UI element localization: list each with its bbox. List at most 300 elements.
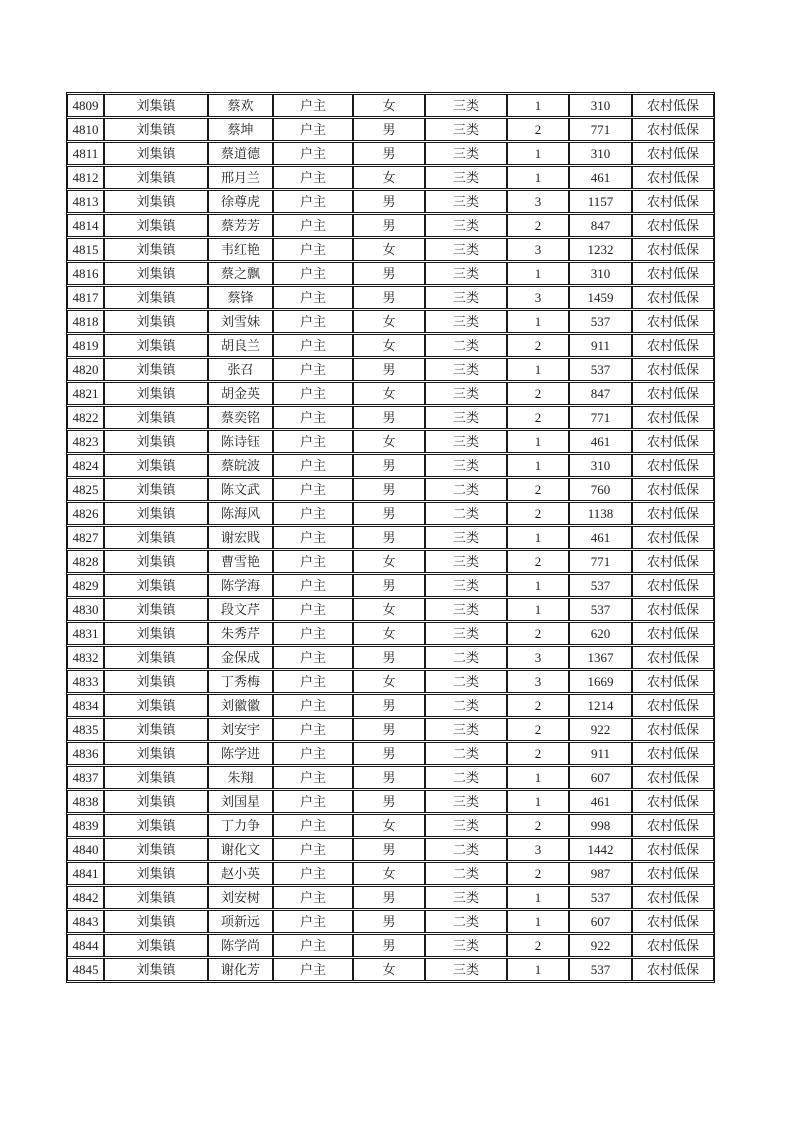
cell-gender: 男 <box>353 214 425 237</box>
cell-relation: 户主 <box>273 550 353 573</box>
cell-serial-number: 4826 <box>67 502 104 525</box>
cell-serial-number: 4843 <box>67 910 104 933</box>
cell-town: 刘集镇 <box>104 286 208 309</box>
cell-serial-number: 4828 <box>67 550 104 573</box>
cell-category: 三类 <box>425 454 507 477</box>
cell-town: 刘集镇 <box>104 550 208 573</box>
cell-town: 刘集镇 <box>104 238 208 261</box>
table-row <box>67 214 714 237</box>
table-row <box>67 718 714 741</box>
cell-town: 刘集镇 <box>104 262 208 285</box>
cell-serial-number: 4822 <box>67 406 104 429</box>
cell-category: 三类 <box>425 934 507 957</box>
cell-person-count: 1 <box>507 526 569 549</box>
cell-person-count: 2 <box>507 814 569 837</box>
cell-name: 谢化文 <box>208 838 273 861</box>
cell-serial-number: 4820 <box>67 358 104 381</box>
cell-person-count: 1 <box>507 454 569 477</box>
cell-relation: 户主 <box>273 454 353 477</box>
cell-name: 陈学进 <box>208 742 273 765</box>
table-row <box>67 598 714 621</box>
cell-relation: 户主 <box>273 790 353 813</box>
table-row <box>67 118 714 141</box>
cell-town: 刘集镇 <box>104 718 208 741</box>
cell-gender: 男 <box>353 190 425 213</box>
cell-town: 刘集镇 <box>104 334 208 357</box>
table-row <box>67 550 714 573</box>
cell-gender: 男 <box>353 742 425 765</box>
cell-amount: 537 <box>569 958 632 981</box>
cell-gender: 女 <box>353 622 425 645</box>
cell-assistance-type: 农村低保 <box>632 814 714 837</box>
cell-category: 二类 <box>425 334 507 357</box>
cell-assistance-type: 农村低保 <box>632 286 714 309</box>
cell-gender: 女 <box>353 430 425 453</box>
cell-assistance-type: 农村低保 <box>632 598 714 621</box>
cell-person-count: 2 <box>507 742 569 765</box>
cell-assistance-type: 农村低保 <box>632 358 714 381</box>
cell-serial-number: 4833 <box>67 670 104 693</box>
table-row <box>67 310 714 333</box>
cell-gender: 男 <box>353 286 425 309</box>
cell-relation: 户主 <box>273 910 353 933</box>
cell-gender: 女 <box>353 958 425 981</box>
cell-assistance-type: 农村低保 <box>632 454 714 477</box>
cell-serial-number: 4815 <box>67 238 104 261</box>
cell-relation: 户主 <box>273 430 353 453</box>
table-row <box>67 814 714 837</box>
cell-serial-number: 4821 <box>67 382 104 405</box>
cell-serial-number: 4827 <box>67 526 104 549</box>
cell-amount: 537 <box>569 310 632 333</box>
table-row <box>67 166 714 189</box>
cell-gender: 女 <box>353 814 425 837</box>
cell-person-count: 2 <box>507 862 569 885</box>
cell-gender: 女 <box>353 550 425 573</box>
cell-name: 蔡芳芳 <box>208 214 273 237</box>
cell-name: 朱翔 <box>208 766 273 789</box>
cell-relation: 户主 <box>273 94 353 117</box>
cell-town: 刘集镇 <box>104 694 208 717</box>
table-row <box>67 886 714 909</box>
table-row <box>67 934 714 957</box>
cell-amount: 310 <box>569 454 632 477</box>
table-row <box>67 670 714 693</box>
cell-relation: 户主 <box>273 142 353 165</box>
cell-gender: 男 <box>353 454 425 477</box>
cell-amount: 537 <box>569 358 632 381</box>
cell-name: 刘国星 <box>208 790 273 813</box>
cell-serial-number: 4830 <box>67 598 104 621</box>
table-row <box>67 502 714 525</box>
cell-town: 刘集镇 <box>104 742 208 765</box>
cell-relation: 户主 <box>273 934 353 957</box>
cell-category: 二类 <box>425 910 507 933</box>
cell-name: 陈海风 <box>208 502 273 525</box>
cell-person-count: 2 <box>507 934 569 957</box>
cell-relation: 户主 <box>273 190 353 213</box>
cell-relation: 户主 <box>273 694 353 717</box>
cell-town: 刘集镇 <box>104 430 208 453</box>
cell-gender: 女 <box>353 382 425 405</box>
cell-assistance-type: 农村低保 <box>632 934 714 957</box>
cell-category: 二类 <box>425 766 507 789</box>
cell-assistance-type: 农村低保 <box>632 718 714 741</box>
cell-name: 项新远 <box>208 910 273 933</box>
cell-name: 蔡道德 <box>208 142 273 165</box>
cell-category: 三类 <box>425 718 507 741</box>
cell-name: 丁力争 <box>208 814 273 837</box>
cell-person-count: 2 <box>507 214 569 237</box>
cell-town: 刘集镇 <box>104 790 208 813</box>
cell-town: 刘集镇 <box>104 382 208 405</box>
cell-name: 刘安宇 <box>208 718 273 741</box>
cell-serial-number: 4841 <box>67 862 104 885</box>
cell-amount: 310 <box>569 142 632 165</box>
cell-town: 刘集镇 <box>104 646 208 669</box>
cell-relation: 户主 <box>273 646 353 669</box>
cell-serial-number: 4832 <box>67 646 104 669</box>
cell-relation: 户主 <box>273 838 353 861</box>
cell-serial-number: 4844 <box>67 934 104 957</box>
cell-relation: 户主 <box>273 598 353 621</box>
cell-amount: 771 <box>569 406 632 429</box>
cell-relation: 户主 <box>273 622 353 645</box>
cell-town: 刘集镇 <box>104 502 208 525</box>
cell-assistance-type: 农村低保 <box>632 142 714 165</box>
cell-amount: 922 <box>569 934 632 957</box>
cell-town: 刘集镇 <box>104 598 208 621</box>
cell-amount: 847 <box>569 382 632 405</box>
cell-assistance-type: 农村低保 <box>632 694 714 717</box>
cell-person-count: 1 <box>507 430 569 453</box>
cell-name: 刘安树 <box>208 886 273 909</box>
cell-serial-number: 4831 <box>67 622 104 645</box>
table-row <box>67 478 714 501</box>
cell-serial-number: 4809 <box>67 94 104 117</box>
table-row <box>67 742 714 765</box>
table-row <box>67 238 714 261</box>
cell-gender: 女 <box>353 670 425 693</box>
cell-town: 刘集镇 <box>104 670 208 693</box>
cell-amount: 310 <box>569 94 632 117</box>
cell-gender: 男 <box>353 910 425 933</box>
cell-amount: 911 <box>569 742 632 765</box>
cell-person-count: 3 <box>507 286 569 309</box>
table-row <box>67 694 714 717</box>
cell-amount: 620 <box>569 622 632 645</box>
cell-assistance-type: 农村低保 <box>632 94 714 117</box>
cell-amount: 537 <box>569 598 632 621</box>
cell-serial-number: 4829 <box>67 574 104 597</box>
cell-category: 二类 <box>425 670 507 693</box>
cell-name: 金保成 <box>208 646 273 669</box>
cell-assistance-type: 农村低保 <box>632 838 714 861</box>
table-body <box>67 94 714 981</box>
cell-amount: 461 <box>569 790 632 813</box>
cell-assistance-type: 农村低保 <box>632 574 714 597</box>
cell-name: 张召 <box>208 358 273 381</box>
cell-gender: 男 <box>353 790 425 813</box>
cell-category: 三类 <box>425 94 507 117</box>
cell-gender: 男 <box>353 406 425 429</box>
table-row <box>67 406 714 429</box>
cell-serial-number: 4814 <box>67 214 104 237</box>
cell-gender: 男 <box>353 502 425 525</box>
cell-town: 刘集镇 <box>104 838 208 861</box>
cell-serial-number: 4840 <box>67 838 104 861</box>
cell-person-count: 2 <box>507 334 569 357</box>
cell-gender: 男 <box>353 646 425 669</box>
cell-category: 三类 <box>425 190 507 213</box>
cell-person-count: 1 <box>507 958 569 981</box>
cell-amount: 1669 <box>569 670 632 693</box>
cell-serial-number: 4823 <box>67 430 104 453</box>
cell-assistance-type: 农村低保 <box>632 670 714 693</box>
cell-assistance-type: 农村低保 <box>632 166 714 189</box>
cell-assistance-type: 农村低保 <box>632 886 714 909</box>
cell-person-count: 3 <box>507 670 569 693</box>
table-row <box>67 838 714 861</box>
cell-person-count: 2 <box>507 478 569 501</box>
cell-person-count: 2 <box>507 718 569 741</box>
cell-category: 二类 <box>425 742 507 765</box>
cell-name: 陈学海 <box>208 574 273 597</box>
cell-relation: 户主 <box>273 742 353 765</box>
cell-serial-number: 4824 <box>67 454 104 477</box>
cell-amount: 607 <box>569 766 632 789</box>
cell-amount: 771 <box>569 550 632 573</box>
cell-name: 陈文武 <box>208 478 273 501</box>
cell-category: 二类 <box>425 502 507 525</box>
cell-amount: 537 <box>569 574 632 597</box>
cell-relation: 户主 <box>273 862 353 885</box>
cell-relation: 户主 <box>273 382 353 405</box>
cell-assistance-type: 农村低保 <box>632 310 714 333</box>
cell-name: 刘雪妹 <box>208 310 273 333</box>
table-row <box>67 646 714 669</box>
table-row <box>67 574 714 597</box>
cell-town: 刘集镇 <box>104 190 208 213</box>
cell-relation: 户主 <box>273 166 353 189</box>
cell-serial-number: 4817 <box>67 286 104 309</box>
table-row <box>67 142 714 165</box>
cell-relation: 户主 <box>273 334 353 357</box>
cell-serial-number: 4845 <box>67 958 104 981</box>
cell-gender: 男 <box>353 262 425 285</box>
cell-serial-number: 4834 <box>67 694 104 717</box>
cell-assistance-type: 农村低保 <box>632 502 714 525</box>
cell-relation: 户主 <box>273 310 353 333</box>
cell-assistance-type: 农村低保 <box>632 958 714 981</box>
cell-person-count: 1 <box>507 358 569 381</box>
cell-category: 三类 <box>425 118 507 141</box>
cell-relation: 户主 <box>273 358 353 381</box>
cell-person-count: 1 <box>507 94 569 117</box>
cell-serial-number: 4811 <box>67 142 104 165</box>
cell-person-count: 1 <box>507 598 569 621</box>
cell-relation: 户主 <box>273 262 353 285</box>
cell-category: 三类 <box>425 238 507 261</box>
cell-category: 三类 <box>425 526 507 549</box>
cell-name: 邢月兰 <box>208 166 273 189</box>
cell-person-count: 2 <box>507 550 569 573</box>
cell-name: 陈学尚 <box>208 934 273 957</box>
cell-serial-number: 4816 <box>67 262 104 285</box>
cell-town: 刘集镇 <box>104 766 208 789</box>
cell-serial-number: 4838 <box>67 790 104 813</box>
cell-amount: 847 <box>569 214 632 237</box>
cell-amount: 537 <box>569 886 632 909</box>
beneficiary-table <box>66 92 715 983</box>
cell-relation: 户主 <box>273 814 353 837</box>
cell-person-count: 3 <box>507 646 569 669</box>
cell-town: 刘集镇 <box>104 118 208 141</box>
cell-town: 刘集镇 <box>104 454 208 477</box>
cell-town: 刘集镇 <box>104 478 208 501</box>
cell-gender: 女 <box>353 94 425 117</box>
cell-amount: 1367 <box>569 646 632 669</box>
cell-name: 赵小英 <box>208 862 273 885</box>
cell-amount: 1214 <box>569 694 632 717</box>
cell-person-count: 1 <box>507 910 569 933</box>
cell-category: 三类 <box>425 286 507 309</box>
table-row <box>67 286 714 309</box>
cell-amount: 1442 <box>569 838 632 861</box>
cell-assistance-type: 农村低保 <box>632 334 714 357</box>
cell-category: 三类 <box>425 958 507 981</box>
cell-category: 三类 <box>425 430 507 453</box>
cell-gender: 男 <box>353 886 425 909</box>
cell-relation: 户主 <box>273 238 353 261</box>
cell-name: 蔡奕铭 <box>208 406 273 429</box>
cell-assistance-type: 农村低保 <box>632 430 714 453</box>
cell-category: 三类 <box>425 622 507 645</box>
cell-assistance-type: 农村低保 <box>632 790 714 813</box>
table-row <box>67 430 714 453</box>
cell-gender: 男 <box>353 526 425 549</box>
cell-gender: 男 <box>353 694 425 717</box>
cell-category: 三类 <box>425 142 507 165</box>
cell-person-count: 2 <box>507 694 569 717</box>
cell-person-count: 2 <box>507 502 569 525</box>
table-row <box>67 454 714 477</box>
cell-relation: 户主 <box>273 406 353 429</box>
cell-name: 丁秀梅 <box>208 670 273 693</box>
cell-category: 三类 <box>425 382 507 405</box>
table-row <box>67 958 714 981</box>
cell-person-count: 2 <box>507 118 569 141</box>
cell-town: 刘集镇 <box>104 358 208 381</box>
cell-name: 徐尊虎 <box>208 190 273 213</box>
cell-amount: 310 <box>569 262 632 285</box>
cell-gender: 男 <box>353 142 425 165</box>
cell-serial-number: 4837 <box>67 766 104 789</box>
cell-gender: 女 <box>353 166 425 189</box>
cell-name: 蔡锋 <box>208 286 273 309</box>
table-row <box>67 358 714 381</box>
cell-name: 蔡欢 <box>208 94 273 117</box>
cell-assistance-type: 农村低保 <box>632 526 714 549</box>
cell-name: 韦红艳 <box>208 238 273 261</box>
cell-relation: 户主 <box>273 502 353 525</box>
cell-category: 二类 <box>425 862 507 885</box>
cell-category: 二类 <box>425 694 507 717</box>
cell-name: 谢化芳 <box>208 958 273 981</box>
cell-serial-number: 4810 <box>67 118 104 141</box>
cell-person-count: 2 <box>507 622 569 645</box>
cell-gender: 男 <box>353 118 425 141</box>
cell-amount: 1157 <box>569 190 632 213</box>
cell-relation: 户主 <box>273 478 353 501</box>
cell-gender: 男 <box>353 358 425 381</box>
cell-category: 三类 <box>425 814 507 837</box>
cell-name: 蔡皖波 <box>208 454 273 477</box>
cell-amount: 461 <box>569 166 632 189</box>
cell-amount: 987 <box>569 862 632 885</box>
cell-amount: 922 <box>569 718 632 741</box>
table-row <box>67 334 714 357</box>
cell-amount: 771 <box>569 118 632 141</box>
cell-assistance-type: 农村低保 <box>632 742 714 765</box>
cell-name: 谢宏戝 <box>208 526 273 549</box>
cell-town: 刘集镇 <box>104 526 208 549</box>
cell-name: 胡金英 <box>208 382 273 405</box>
cell-name: 段文芹 <box>208 598 273 621</box>
cell-amount: 911 <box>569 334 632 357</box>
cell-category: 三类 <box>425 406 507 429</box>
cell-relation: 户主 <box>273 526 353 549</box>
cell-person-count: 1 <box>507 574 569 597</box>
cell-town: 刘集镇 <box>104 910 208 933</box>
cell-assistance-type: 农村低保 <box>632 214 714 237</box>
cell-assistance-type: 农村低保 <box>632 550 714 573</box>
cell-person-count: 3 <box>507 190 569 213</box>
cell-assistance-type: 农村低保 <box>632 382 714 405</box>
cell-gender: 男 <box>353 478 425 501</box>
cell-name: 胡良兰 <box>208 334 273 357</box>
cell-assistance-type: 农村低保 <box>632 862 714 885</box>
cell-serial-number: 4812 <box>67 166 104 189</box>
cell-assistance-type: 农村低保 <box>632 262 714 285</box>
cell-assistance-type: 农村低保 <box>632 478 714 501</box>
cell-category: 三类 <box>425 574 507 597</box>
cell-name: 蔡坤 <box>208 118 273 141</box>
cell-serial-number: 4839 <box>67 814 104 837</box>
cell-relation: 户主 <box>273 286 353 309</box>
table-row <box>67 262 714 285</box>
cell-town: 刘集镇 <box>104 958 208 981</box>
cell-assistance-type: 农村低保 <box>632 646 714 669</box>
cell-serial-number: 4842 <box>67 886 104 909</box>
cell-relation: 户主 <box>273 766 353 789</box>
table-row <box>67 526 714 549</box>
cell-person-count: 1 <box>507 886 569 909</box>
cell-relation: 户主 <box>273 118 353 141</box>
cell-person-count: 1 <box>507 766 569 789</box>
cell-gender: 女 <box>353 862 425 885</box>
cell-gender: 男 <box>353 934 425 957</box>
cell-town: 刘集镇 <box>104 214 208 237</box>
table-row <box>67 382 714 405</box>
cell-category: 三类 <box>425 166 507 189</box>
table-row <box>67 862 714 885</box>
cell-relation: 户主 <box>273 670 353 693</box>
cell-category: 三类 <box>425 598 507 621</box>
cell-name: 朱秀芹 <box>208 622 273 645</box>
cell-gender: 女 <box>353 238 425 261</box>
cell-serial-number: 4835 <box>67 718 104 741</box>
